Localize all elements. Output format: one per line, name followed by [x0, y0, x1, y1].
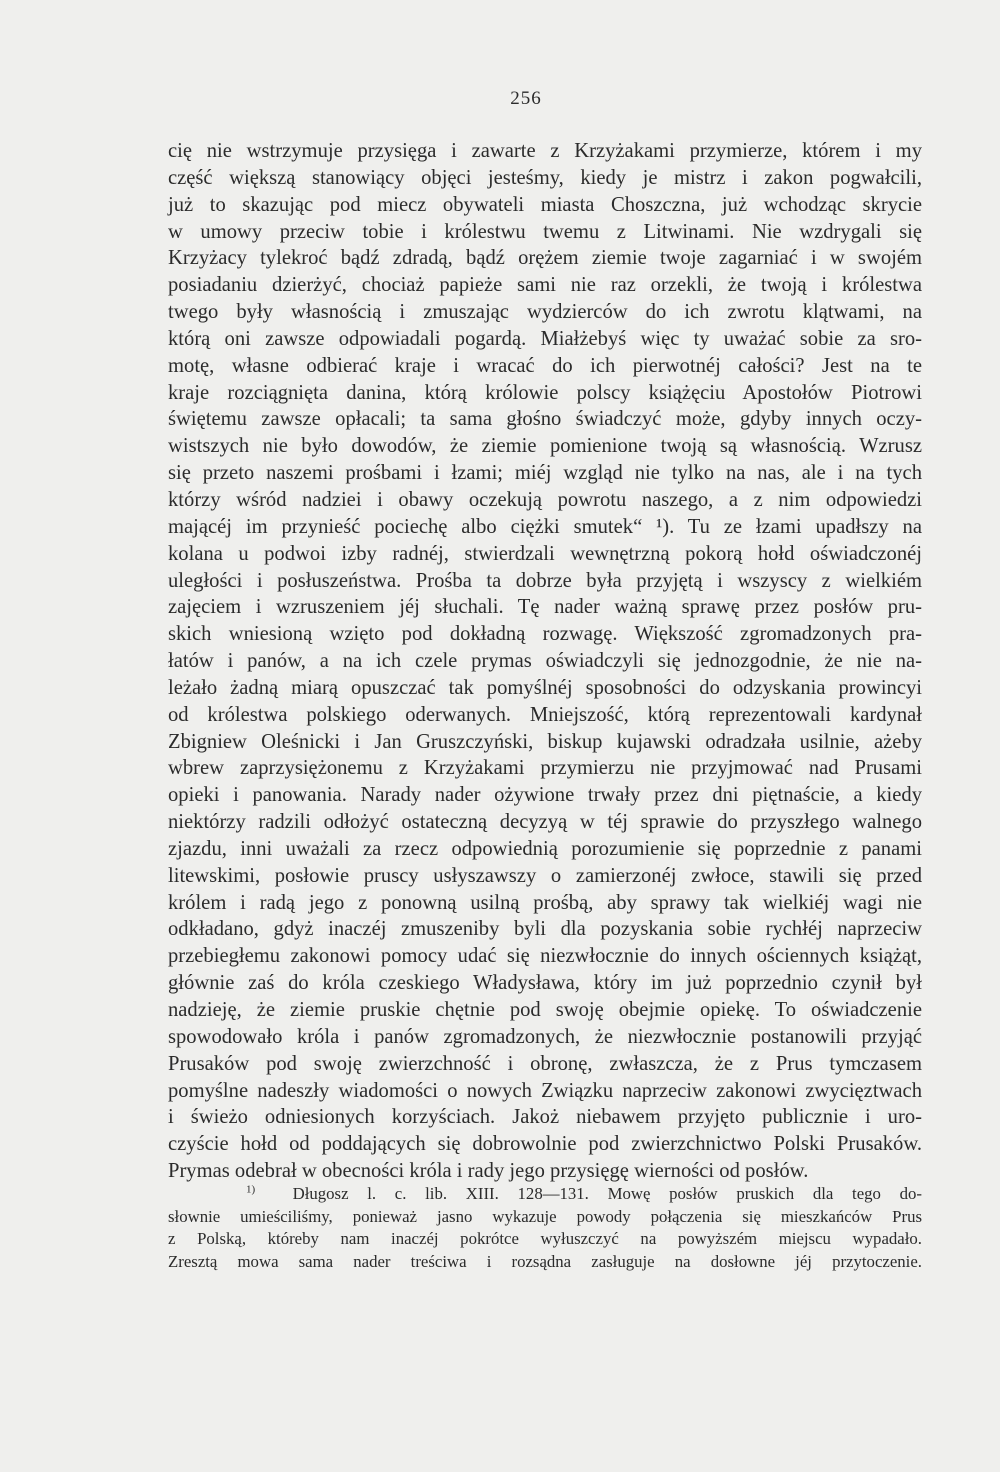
body-line: pomyślne nadeszły wiadomości o nowych Związku naprzeciw zakonowi zwycięztwach: [168, 1079, 922, 1102]
body-line: Zbigniew Oleśnicki i Jan Gruszczyński, biskup kujawski odradzała usilnie, ażeby: [168, 730, 922, 753]
body-text: [168, 138, 922, 1185]
body-line: głównie zaś do króla czeskiego Władysława, który im już poprzednio czynił był: [168, 972, 922, 995]
body-line: czyście hołd od poddających się dobrowolnie pod zwierzchnictwo Polski Prusaków.: [168, 1133, 922, 1156]
body-line: którą oni zawsze odpowiadali pogardą. Miałżebyś więc ty uważać sobie za sro-: [168, 327, 922, 350]
body-line: zajęciem i wzruszeniem jéj słuchali. Tę nader ważną sprawę przez posłów pru-: [168, 596, 922, 619]
body-line: spowodowało króla i panów zgromadzonych, że niezwłocznie postanowili przyjąć: [168, 1025, 922, 1048]
body-line: opieki i panowania. Narady nader ożywione trwały przez dni piętnaście, a kiedy: [168, 784, 922, 807]
body-line: się przeto naszemi prośbami i łzami; miéj wzgląd nie tylko na nas, ale i na tych: [168, 462, 922, 485]
footnote-line: Zresztą mowa sama nader treściwa i rozsądna zasługuje na dosłowne jéj przytoczenie.: [168, 1252, 922, 1272]
body-line: w umowy przeciw tobie i królestwu twemu z Litwinami. Nie wzdrygali się: [168, 220, 922, 243]
body-line: skich wniesioną wzięto pod dokładną rozwagę. Większość zgromadzonych pra-: [168, 623, 922, 646]
body-line: łatów i panów, a na ich czele prymas oświadczyli się jednozgodnie, że nie na-: [168, 650, 922, 673]
body-line: część większą stanowiący objęci jesteśmy, kiedy je mistrz i zakon pogwałcili,: [168, 166, 922, 189]
footnote-line: z Polską, któreby nam inaczéj pokrótce wyłuszczyć na powyższém miejscu wypadało.: [168, 1229, 922, 1249]
footnote-line: słownie umieściliśmy, ponieważ jasno wykazuje powody połączenia się mieszkańców Prus: [168, 1206, 922, 1226]
body-line: zjazdu, inni uważali za rzecz odpowiednią porozumienie się poprzednie z panami: [168, 837, 922, 860]
body-line: świętemu zawsze opłacali; ta sama głośno świadczyć może, gdyby innych oczy-: [168, 408, 922, 431]
body-line: mającéj im przynieść pociechę albo ciężki smutek“ ¹). Tu ze łzami upadłszy na: [168, 515, 922, 538]
body-line: leżało żadną miarą opuszczać tak pomyślnéj sposobności do odzyskania prowincyi: [168, 676, 922, 699]
body-line: od królestwa polskiego oderwanych. Mniejszość, którą reprezentowali kardynał: [168, 703, 922, 726]
body-line: królem i radą jego z ponowną usilną prośbą, aby sprawy tak wielkiéj wagi nie: [168, 891, 922, 914]
body-line: przebiegłemu zakonowi pomocy udać się niezwłocznie do innych ościennych książąt,: [168, 945, 922, 968]
body-line: litewskimi, posłowie pruscy usłyszawszy o zamierzonéj zwłoce, stawili się przed: [168, 864, 922, 887]
body-line: i świeżo odniesionych korzyściach. Jakoż niebawem przyjęto publicznie i uro-: [168, 1106, 922, 1129]
footnote: [168, 1183, 922, 1274]
footnote-line: [168, 1183, 922, 1206]
body-line: Prymas odebrał w obecności króla i rady jego przysięgę wierności od posłów.: [168, 1160, 809, 1183]
body-line: kraje rozciągnięta danina, którą królowie polscy książęciu Apostołów Piotrowi: [168, 381, 922, 404]
body-line: już to skazując pod miecz obywateli miasta Choszczna, już wchodząc skrycie: [168, 193, 922, 216]
body-line: Prusaków pod swoję zwierzchność i obronę, zwłaszcza, że z Prus tymczasem: [168, 1052, 922, 1075]
body-line: niektórzy radzili odłożyć ostateczną decyzyą w téj sprawie do przyszłego walnego: [168, 811, 922, 834]
body-line: wistszych nie było dowodów, że ziemie pomienione twoją są własnością. Wzrusz: [168, 435, 922, 458]
body-line: kolana u podwoi izby radnéj, stwierdzali wewnętrzną pokorą hołd oświadczonéj: [168, 542, 922, 565]
body-line: posiadaniu dzierżyć, chociaż papieże sami nie raz orzekli, że twoją i królestwa: [168, 274, 922, 297]
page-number: 256: [510, 88, 542, 109]
body-line: którzy wśród nadziei i obawy oczekują powrotu naszego, a z nim odpowiedzi: [168, 488, 922, 511]
body-line: uległości i posłuszeństwa. Prośba ta dobrze była przyjętą i wszyscy z wielkiém: [168, 569, 922, 592]
body-line: Krzyżacy tylekroć bądź zdradą, bądź orężem ziemie twoje zagarniać i w swojém: [168, 247, 922, 270]
body-line: nadzieję, że ziemie pruskie chętnie pod swoję obejmie opiekę. To oświadczenie: [168, 999, 922, 1021]
footnote-marker: 1): [246, 1183, 256, 1196]
footnote-text: Długosz l. c. lib. XIII. 128—131. Mowę posłów pruskich dla tego do-: [292, 1184, 923, 1203]
body-line: cię nie wstrzymuje przysięga i zawarte z Krzyżakami przymierze, którem i my: [168, 140, 922, 162]
body-line: motę, własne odbierać kraje i wracać do ich pierwotnéj całości? Jest na te: [168, 354, 922, 377]
body-line: wbrew zaprzysiężonemu z Krzyżakami przymierzu nie przyjmować nad Prusami: [168, 757, 922, 780]
body-line: twego były własnością i zmuszając wydzierców do ich zwrotu klątwami, na: [168, 301, 922, 324]
body-line: odkładano, gdyż inaczéj zmuszeniby byli dla pozyskania sobie rychłéj naprzeciw: [168, 918, 922, 941]
